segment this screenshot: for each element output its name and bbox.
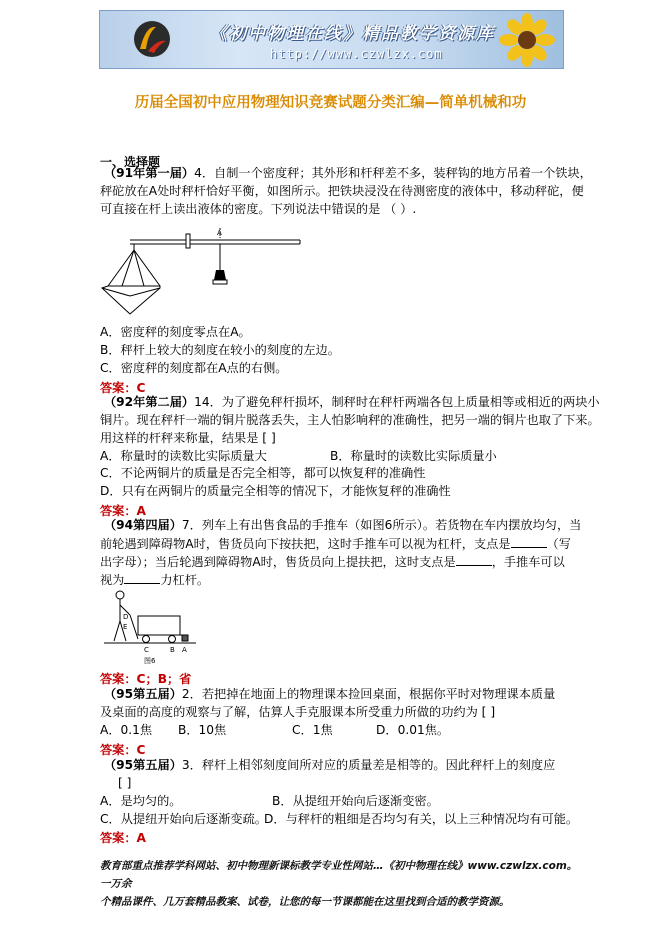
q1-line2: 秤砣放在A处时秤杆恰好平衡，如图所示。把铁块浸没在待测密度的液体中，移动秤砣，便	[100, 184, 584, 198]
q4-option-a: A．0.1焦	[100, 723, 153, 737]
q3-line4: 视为 力杠杆。	[100, 573, 210, 587]
q1-line3: 可直接在杆上读出液体的密度。下列说法中错误的是 （ ）.	[100, 202, 417, 216]
fig-caption: 图6	[144, 657, 156, 665]
q2-line2: 铜片。现在秤杆一端的铜片脱落丢失，主人怕影响秤的准确性，把另一端的铜片也取了下来。	[100, 413, 600, 427]
q4-tag: （95第五届）	[104, 687, 182, 701]
q2-option-b: B．称量时的读数比实际质量小	[330, 449, 497, 463]
q1-answer: 答案：C	[100, 381, 146, 395]
q1-option-c: C．密度秤的刻度都在A点的右侧。	[100, 361, 288, 375]
q3-blank-2[interactable]	[456, 553, 492, 566]
page-title: 历届全国初中应用物理知识竞赛试题分类汇编—简单机械和功	[134, 95, 527, 111]
q3-line1: （94第四届）7．列车上有出售食品的手推车（如图6所示）。若货物在车内摆放均匀，当	[104, 518, 582, 532]
site-name: 《初中物理在线》精品教学资源库	[210, 24, 495, 44]
q1-option-a: A．密度秤的刻度零点在A。	[100, 325, 251, 339]
q5-option-a: A．是均匀的。	[100, 794, 182, 808]
q5-line1: （95第五届）3．秤杆上相邻刻度间所对应的质量差是相等的。因此秤杆上的刻度应	[104, 758, 556, 772]
section-heading: 一、选择题	[100, 155, 161, 169]
fig-letter-e: E	[123, 623, 128, 631]
q3-answer: 答案：C；B；省	[100, 672, 192, 686]
q4-option-d: D．0.01焦。	[376, 723, 450, 737]
q2-line1: （92年第二届）14．为了避免秤杆损坏，制秤时在秤杆两端各包上质量相等或相近的两块小	[104, 395, 600, 409]
q4-line2: 及桌面的高度的观察与了解，估算人手克服课本所受重力所做的功约为 [ ]	[100, 705, 496, 719]
footer-line-1: 教育部重点推荐学科网站、初中物理新课标教学专业性网站…《初中物理在线》www.czwlzx.com。一万余	[100, 860, 578, 890]
footer-line-2: 个精品课件、几万套精品教案、试卷，让您的每一节课都能在这里找到合适的教学资源。	[100, 896, 510, 908]
q1-option-b: B．秤杆上较大的刻度在较小的刻度的左边。	[100, 343, 340, 357]
q2-answer: 答案：A	[100, 504, 146, 518]
q5-line2: [ ]	[118, 776, 132, 790]
q1-tag: （91年第一届）	[104, 166, 195, 180]
density-scale-figure	[100, 226, 305, 322]
q3-blank-1[interactable]	[511, 535, 547, 548]
q4-option-c: C．1焦	[292, 723, 333, 737]
q4-option-b: B．10焦	[178, 723, 227, 737]
q5-option-d: D．与秤杆的粗细是否均匀有关，以上三种情况均有可能。	[264, 812, 579, 826]
q2-option-a: A．称量时的读数比实际质量大	[100, 449, 267, 463]
fig-label-a: A	[217, 229, 222, 237]
header-banner	[99, 10, 564, 69]
q2-option-c: C．不论两铜片的质量是否完全相等，都可以恢复秤的准确性	[100, 466, 426, 480]
q5-option-c: C．从提纽开始向后逐渐变疏。	[100, 812, 267, 826]
q4-line1: （95第五届）2．若把掉在地面上的物理课本捡回桌面，根据你平时对物理课本质量	[104, 687, 556, 701]
q2-tag: （92年第二届）	[104, 395, 195, 409]
q5-option-b: B．从提纽开始向后逐渐变密。	[272, 794, 439, 808]
site-url[interactable]: http://www.czwlzx.com	[270, 47, 443, 61]
q3-line3: 出字母）；当后轮遇到障碍物A时，售货员向上提扶把，这时支点是 ，手推车可以	[100, 555, 565, 569]
handcart-figure	[102, 589, 198, 669]
q2-option-d: D．只有在两铜片的质量完全相等的情况下，才能恢复秤的准确性	[100, 484, 451, 498]
fig-letter-d: D	[123, 613, 129, 621]
fig-letter-a: A	[182, 646, 187, 654]
q3-blank-3[interactable]	[124, 571, 160, 584]
q5-tag: （95第五届）	[104, 758, 182, 772]
q2-line3: 用这样的杆秤来称量，结果是 [ ]	[100, 431, 276, 445]
q3-tag: （94第四届）	[104, 518, 182, 532]
q1-line1: （91年第一届）4．自制一个密度秤；其外形和杆秤差不多，装秤钩的地方吊着一个铁块，	[104, 166, 592, 180]
q5-answer: 答案：A	[100, 831, 146, 845]
fig-letter-c: C	[144, 646, 149, 654]
fig-letter-b: B	[170, 646, 175, 654]
q4-answer: 答案：C	[100, 743, 146, 757]
site-logo-icon	[132, 19, 172, 59]
page-footer	[100, 857, 580, 911]
q3-line2: 前轮遇到障碍物A时，售货员向下按扶把，这时手推车可以视为杠杆，支点是 （写	[100, 537, 571, 551]
sunflower-icon	[495, 13, 559, 67]
